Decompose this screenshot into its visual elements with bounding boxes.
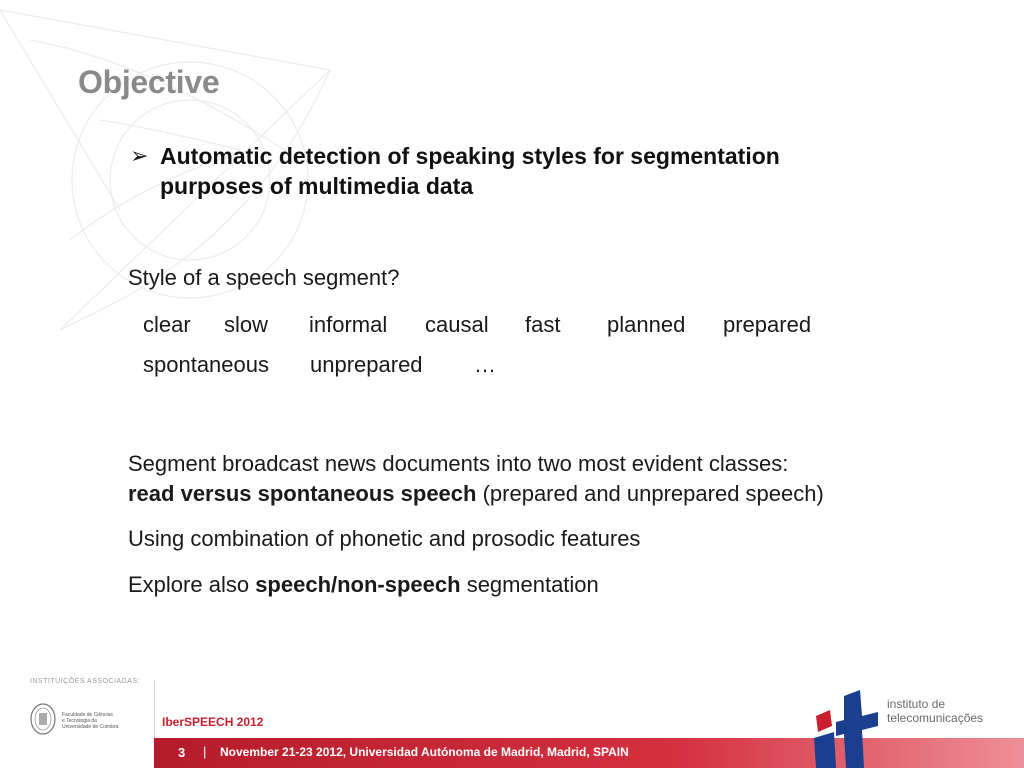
style-word: spontaneous xyxy=(143,352,269,377)
paragraph-3-pre: Explore also xyxy=(128,572,256,597)
emphasis-read-vs-spontaneous: read versus spontaneous speech xyxy=(128,481,477,506)
page-number: 3 xyxy=(178,745,186,760)
it-logo-icon xyxy=(808,686,882,768)
paragraph-2: Using combination of phonetic and prosodic features xyxy=(128,526,641,551)
bullet-line-1: Automatic detection of speaking styles for segmentation xyxy=(160,143,780,169)
seal-icon xyxy=(30,702,56,736)
paragraph-1-rest: (prepared and unprepared speech) xyxy=(476,481,824,506)
style-word: clear xyxy=(143,312,191,337)
slide-title: Objective xyxy=(78,64,220,100)
style-word: slow xyxy=(224,312,269,337)
main-bullet xyxy=(130,141,890,201)
event-details: November 21-23 2012, Universidad Autónoma de Madrid, Madrid, SPAIN xyxy=(220,745,629,759)
bullet-text xyxy=(160,141,780,201)
style-word: fast xyxy=(525,312,561,337)
style-word: planned xyxy=(607,312,686,337)
institution-names xyxy=(62,712,132,730)
style-question: Style of a speech segment? xyxy=(128,265,400,290)
style-word: … xyxy=(474,352,496,377)
it-institute-name xyxy=(887,697,983,725)
conference-name: IberSPEECH 2012 xyxy=(162,715,264,729)
paragraph-3-post: segmentation xyxy=(460,572,599,597)
style-word: prepared xyxy=(723,312,812,337)
it-name-line-1: instituto de xyxy=(887,697,946,711)
paragraph-1-line-2 xyxy=(128,480,824,508)
institution-line: e Tecnologia da xyxy=(62,718,97,724)
paragraph-1-line-1: Segment broadcast news documents into two most evident classes: xyxy=(128,451,789,476)
paragraph-3 xyxy=(128,571,599,599)
associated-institutions-label: INSTITUIÇÕES ASSOCIADAS: xyxy=(30,678,141,685)
style-word: informal xyxy=(309,312,388,337)
arrow-bullet-icon: ➢ xyxy=(130,143,149,168)
bullet-line-2: purposes of multimedia data xyxy=(160,173,474,199)
footer-separator: | xyxy=(203,744,207,759)
it-name-line-2: telecomunicações xyxy=(887,711,984,725)
style-word: unprepared xyxy=(310,352,423,377)
style-word: causal xyxy=(425,312,489,337)
footer-divider xyxy=(154,680,155,740)
institution-line: Universidade de Coimbra xyxy=(62,724,119,730)
institution-line: Faculdade de Ciências xyxy=(62,712,113,718)
emphasis-speech-non-speech: speech/non-speech xyxy=(255,572,461,597)
